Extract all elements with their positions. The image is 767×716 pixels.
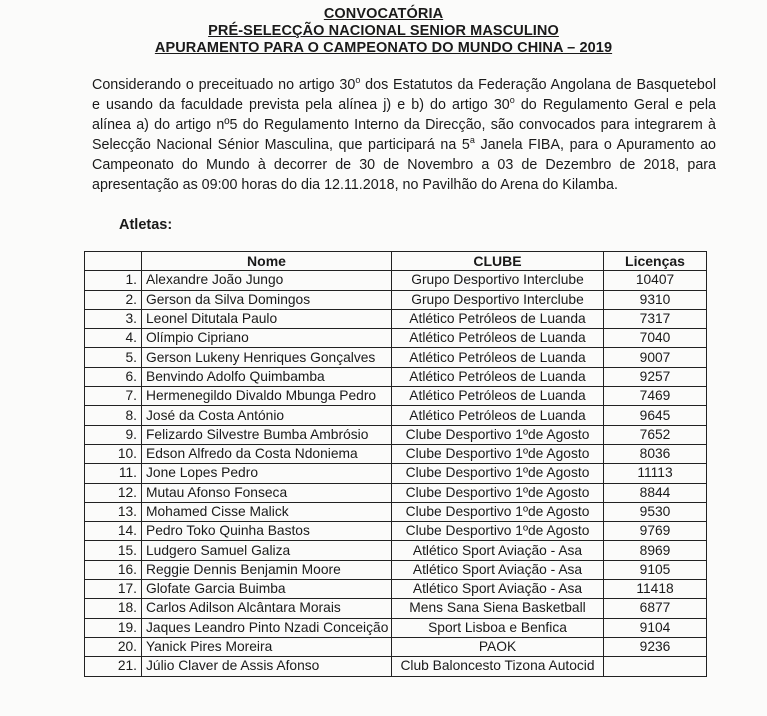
table-row bbox=[85, 444, 707, 463]
row-number: 2. bbox=[85, 290, 142, 309]
table-row bbox=[85, 657, 707, 676]
row-number: 15. bbox=[85, 541, 142, 560]
club-name: Clube Desportivo 1ºde Agosto bbox=[392, 483, 604, 502]
table-row bbox=[85, 309, 707, 328]
table-row bbox=[85, 522, 707, 541]
club-name: Atlético Sport Aviação - Asa bbox=[392, 560, 604, 579]
row-number: 4. bbox=[85, 329, 142, 348]
club-name: Grupo Desportivo Interclube bbox=[392, 290, 604, 309]
row-number: 3. bbox=[85, 309, 142, 328]
table-row bbox=[85, 329, 707, 348]
table-row bbox=[85, 464, 707, 483]
athletes-section-label: Atletas: bbox=[119, 217, 173, 233]
row-number: 1. bbox=[85, 271, 142, 290]
license-number: 9236 bbox=[604, 637, 707, 656]
athlete-name: Mutau Afonso Fonseca bbox=[142, 483, 392, 502]
row-number: 16. bbox=[85, 560, 142, 579]
license-number: 7652 bbox=[604, 425, 707, 444]
club-name: Club Baloncesto Tizona Autocid bbox=[392, 657, 604, 676]
license-number: 11113 bbox=[604, 464, 707, 483]
license-number: 9530 bbox=[604, 502, 707, 521]
athlete-name: Benvindo Adolfo Quimbamba bbox=[142, 367, 392, 386]
athlete-name: Mohamed Cisse Malick bbox=[142, 502, 392, 521]
table-row bbox=[85, 637, 707, 656]
license-number: 7040 bbox=[604, 329, 707, 348]
document-subtitle-2: APURAMENTO PARA O CAMPEONATO DO MUNDO CHINA – 2019 bbox=[154, 40, 613, 56]
athlete-name: Yanick Pires Moreira bbox=[142, 637, 392, 656]
row-number: 5. bbox=[85, 348, 142, 367]
table-row bbox=[85, 560, 707, 579]
license-number: 9105 bbox=[604, 560, 707, 579]
license-number: 7469 bbox=[604, 387, 707, 406]
club-name: Mens Sana Siena Basketball bbox=[392, 599, 604, 618]
license-number: 6877 bbox=[604, 599, 707, 618]
athlete-name: Olímpio Cipriano bbox=[142, 329, 392, 348]
license-number: 11418 bbox=[604, 580, 707, 599]
athlete-name: Ludgero Samuel Galiza bbox=[142, 541, 392, 560]
club-name: Clube Desportivo 1ºde Agosto bbox=[392, 522, 604, 541]
document-subtitle: PRÉ-SELECÇÃO NACIONAL SENIOR MASCULINO bbox=[208, 23, 559, 39]
license-number: 7317 bbox=[604, 309, 707, 328]
athlete-name: Reggie Dennis Benjamin Moore bbox=[142, 560, 392, 579]
table-row bbox=[85, 367, 707, 386]
row-number: 20. bbox=[85, 637, 142, 656]
athletes-table-body bbox=[85, 271, 707, 676]
club-name: Clube Desportivo 1ºde Agosto bbox=[392, 444, 604, 463]
header-name: Nome bbox=[142, 252, 392, 271]
athletes-table bbox=[84, 251, 707, 677]
row-number: 18. bbox=[85, 599, 142, 618]
row-number: 12. bbox=[85, 483, 142, 502]
license-number: 8969 bbox=[604, 541, 707, 560]
table-row bbox=[85, 580, 707, 599]
athlete-name: José da Costa António bbox=[142, 406, 392, 425]
row-number: 6. bbox=[85, 367, 142, 386]
club-name: Atlético Petróleos de Luanda bbox=[392, 406, 604, 425]
table-row bbox=[85, 271, 707, 290]
intro-paragraph: Considerando o preceituado no artigo 30$^o$ dos Estatutos da Federação Angolana de Basquetebol e usando da faculdade prevista pela alínea j) e b) do artigo 30$^o$ do Regulamento Geral e pela alínea a) do artigo nº5 do Regulamento Interno da Direcção, são convocados para integrarem à Selecção Nacional Sénior Masculina, que participará na 5$^a$ Janela FIBA, para o Apuramento ao Campeonato do Mundo à decorrer de 30 de Novembro a 03 de Dezembro de 2018, para apresentação as 09:00 horas do dia 12.11.2018, no Pavilhão do Arena do Kilamba. bbox=[92, 75, 716, 193]
athlete-name: Pedro Toko Quinha Bastos bbox=[142, 522, 392, 541]
club-name: Atlético Sport Aviação - Asa bbox=[392, 580, 604, 599]
athlete-name: Carlos Adilson Alcântara Morais bbox=[142, 599, 392, 618]
club-name: Atlético Petróleos de Luanda bbox=[392, 329, 604, 348]
license-number: 8844 bbox=[604, 483, 707, 502]
athlete-name: Jaques Leandro Pinto Nzadi Conceição bbox=[142, 618, 392, 637]
row-number: 9. bbox=[85, 425, 142, 444]
club-name: Sport Lisboa e Benfica bbox=[392, 618, 604, 637]
table-row bbox=[85, 348, 707, 367]
athlete-name: Alexandre João Jungo bbox=[142, 271, 392, 290]
row-number: 10. bbox=[85, 444, 142, 463]
license-number: 9645 bbox=[604, 406, 707, 425]
club-name: PAOK bbox=[392, 637, 604, 656]
table-row bbox=[85, 290, 707, 309]
club-name: Atlético Petróleos de Luanda bbox=[392, 387, 604, 406]
club-name: Atlético Petróleos de Luanda bbox=[392, 367, 604, 386]
license-number: 8036 bbox=[604, 444, 707, 463]
athlete-name: Felizardo Silvestre Bumba Ambrósio bbox=[142, 425, 392, 444]
license-number: 9769 bbox=[604, 522, 707, 541]
athlete-name: Hermenegildo Divaldo Mbunga Pedro bbox=[142, 387, 392, 406]
row-number: 7. bbox=[85, 387, 142, 406]
athlete-name: Jone Lopes Pedro bbox=[142, 464, 392, 483]
club-name: Clube Desportivo 1ºde Agosto bbox=[392, 502, 604, 521]
license-number bbox=[604, 657, 707, 676]
header-club: CLUBE bbox=[392, 252, 604, 271]
license-number: 9007 bbox=[604, 348, 707, 367]
license-number: 9257 bbox=[604, 367, 707, 386]
table-row bbox=[85, 406, 707, 425]
row-number: 21. bbox=[85, 657, 142, 676]
club-name: Clube Desportivo 1ºde Agosto bbox=[392, 464, 604, 483]
table-row bbox=[85, 387, 707, 406]
row-number: 13. bbox=[85, 502, 142, 521]
row-number: 11. bbox=[85, 464, 142, 483]
club-name: Atlético Petróleos de Luanda bbox=[392, 309, 604, 328]
table-header-row bbox=[85, 252, 707, 271]
athlete-name: Glofate Garcia Buimba bbox=[142, 580, 392, 599]
table-row bbox=[85, 425, 707, 444]
athlete-name: Júlio Claver de Assis Afonso bbox=[142, 657, 392, 676]
table-row bbox=[85, 541, 707, 560]
athlete-name: Edson Alfredo da Costa Ndoniema bbox=[142, 444, 392, 463]
header-license: Licenças bbox=[604, 252, 707, 271]
row-number: 17. bbox=[85, 580, 142, 599]
athlete-name: Gerson Lukeny Henriques Gonçalves bbox=[142, 348, 392, 367]
license-number: 9104 bbox=[604, 618, 707, 637]
club-name: Atlético Sport Aviação - Asa bbox=[392, 541, 604, 560]
table-row bbox=[85, 618, 707, 637]
row-number: 14. bbox=[85, 522, 142, 541]
club-name: Grupo Desportivo Interclube bbox=[392, 271, 604, 290]
table-row bbox=[85, 599, 707, 618]
table-row bbox=[85, 502, 707, 521]
table-row bbox=[85, 483, 707, 502]
license-number: 10407 bbox=[604, 271, 707, 290]
row-number: 8. bbox=[85, 406, 142, 425]
document-title: CONVOCATÓRIA bbox=[323, 6, 444, 22]
row-number: 19. bbox=[85, 618, 142, 637]
athlete-name: Gerson da Silva Domingos bbox=[142, 290, 392, 309]
header-number bbox=[85, 252, 142, 271]
club-name: Clube Desportivo 1ºde Agosto bbox=[392, 425, 604, 444]
athlete-name: Leonel Ditutala Paulo bbox=[142, 309, 392, 328]
club-name: Atlético Petróleos de Luanda bbox=[392, 348, 604, 367]
license-number: 9310 bbox=[604, 290, 707, 309]
